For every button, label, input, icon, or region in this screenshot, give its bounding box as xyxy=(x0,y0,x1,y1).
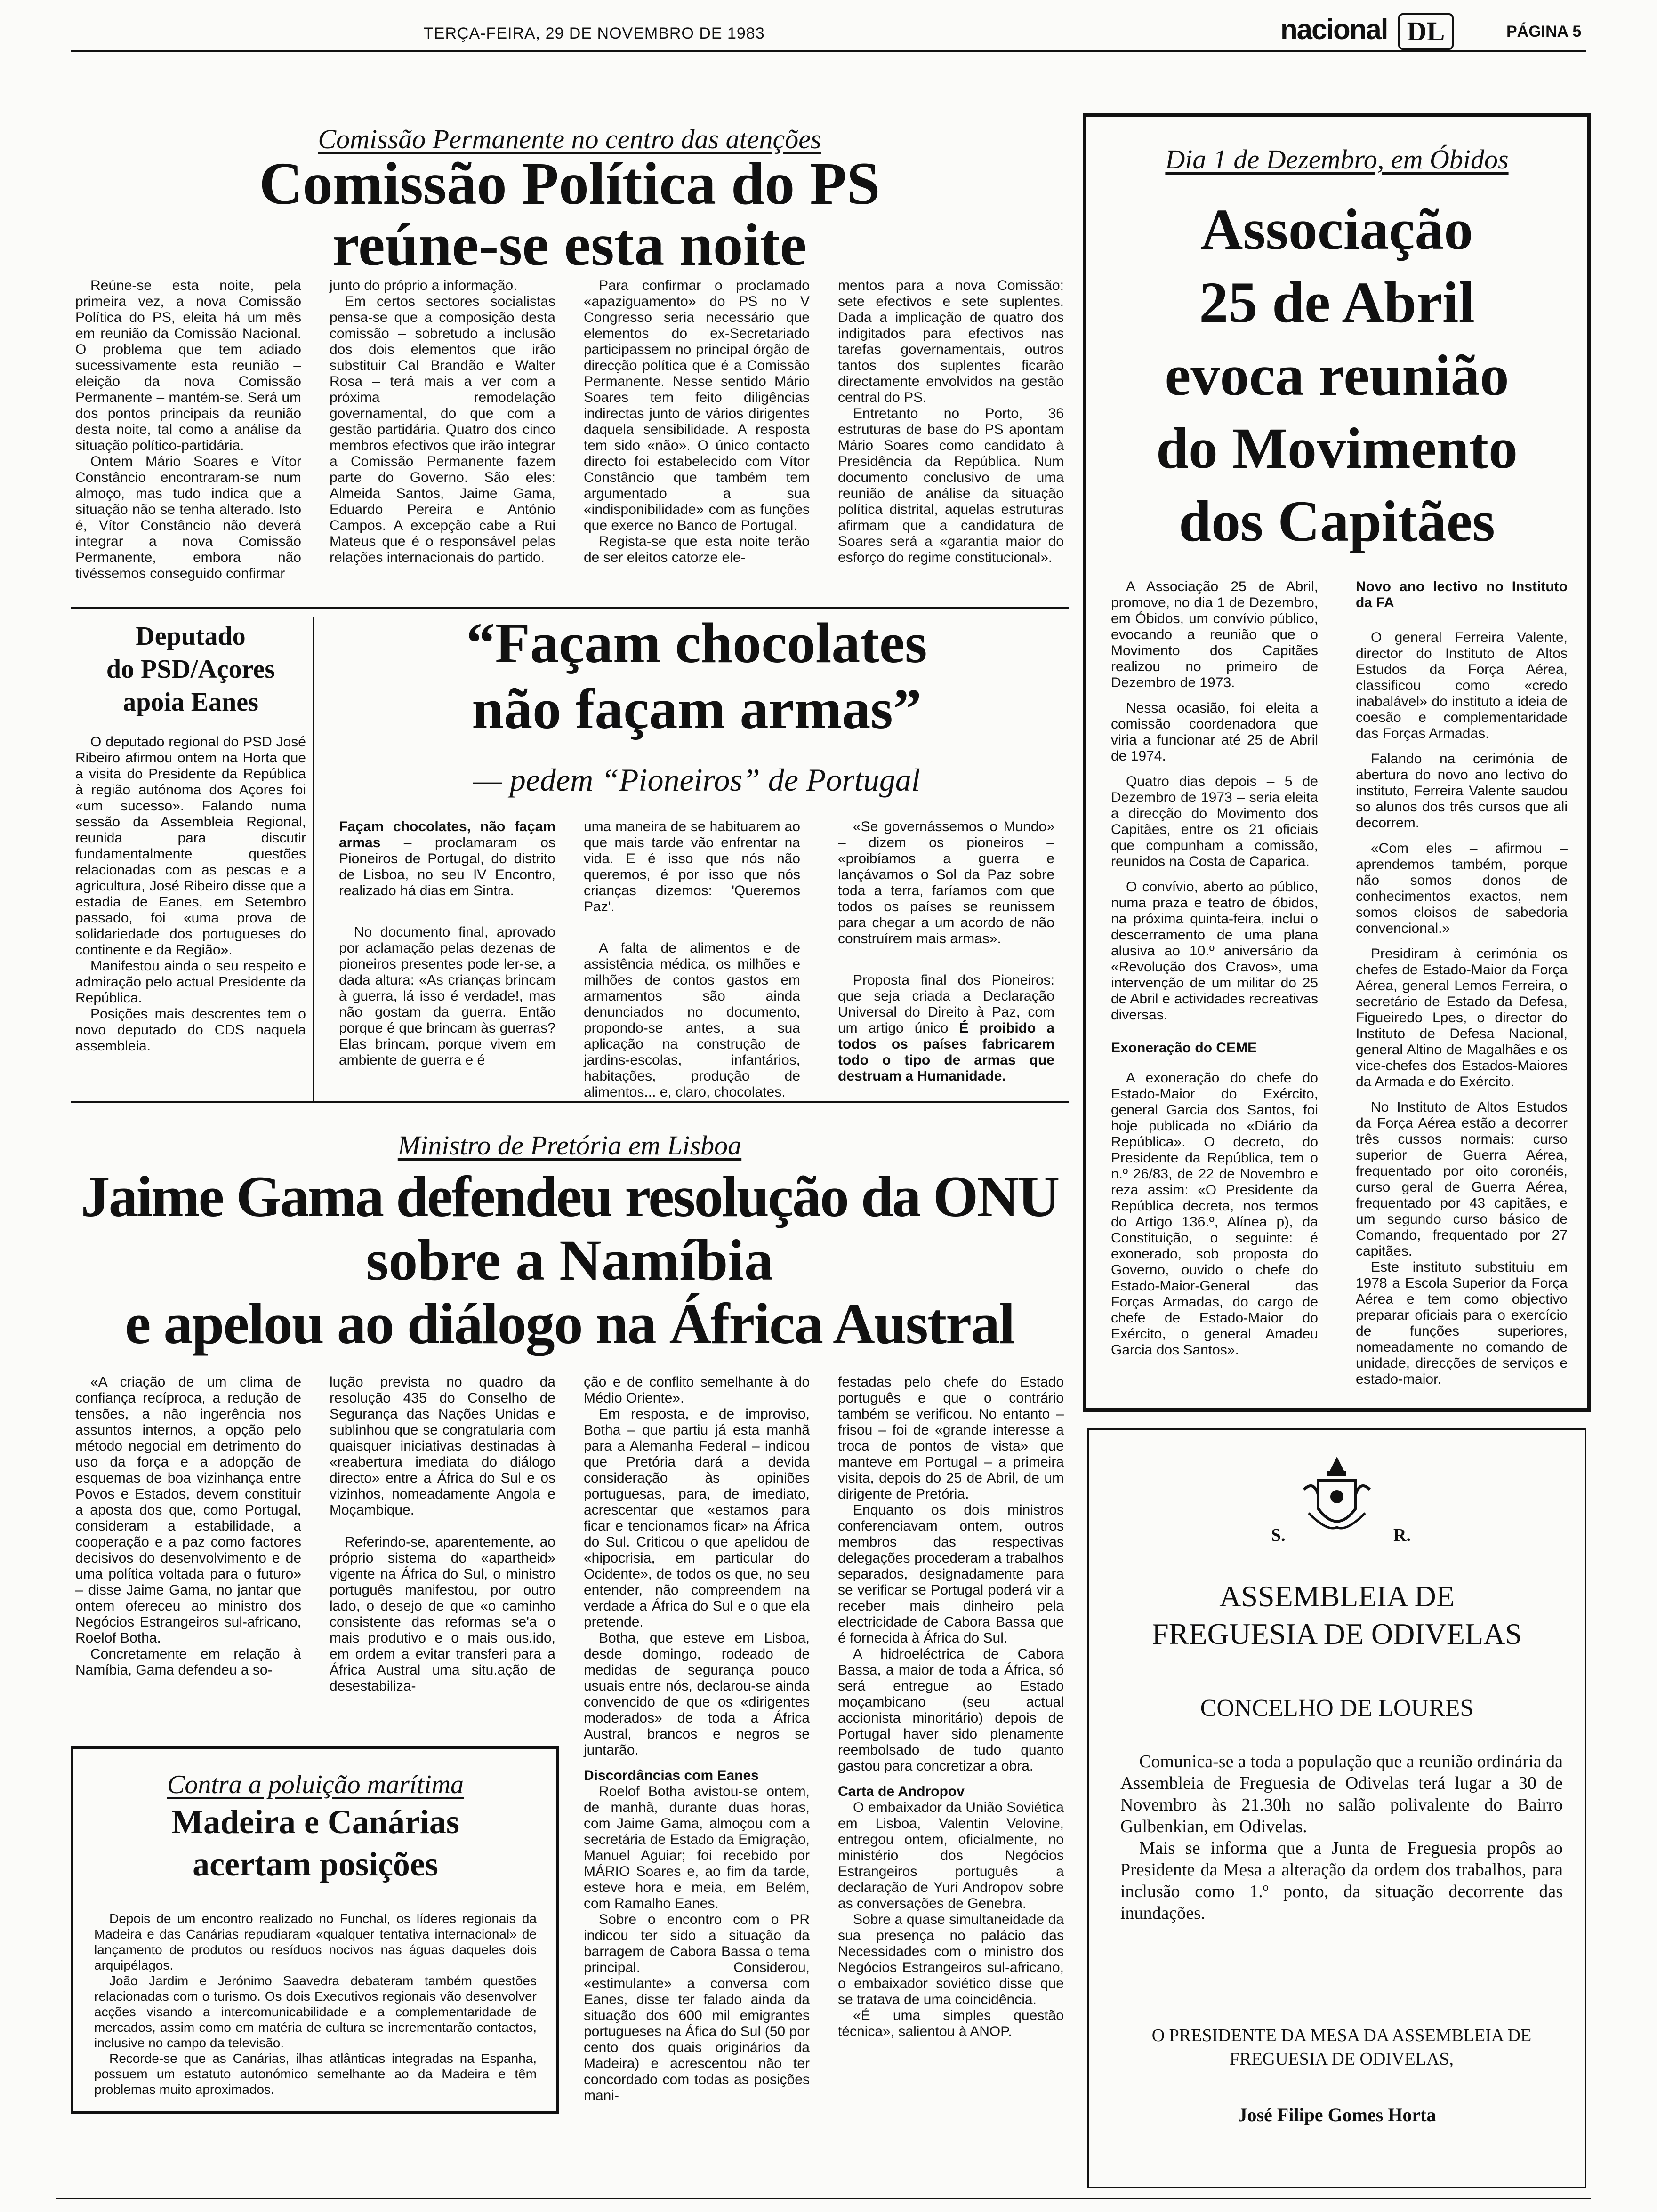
ps-headline-line1: Comissão Política do PS xyxy=(259,150,880,217)
ps-kicker: Comissão Permanente no centro das atenções xyxy=(318,124,821,154)
associacao-paragraph: «Com eles – afirmou – aprendemos também, porque não somos donos de conhecimentos exactos, nem somos cloisos de sabedoria convencional.» xyxy=(1356,841,1568,936)
gama-paragraph: festadas pelo chefe do Estado português e que o contrário também se verificou. No entanto – frisou – foi de «grande interesse a troca de pontos de vista» que manteve em Portugal – a primeira visita, depois do 25 de Abril, de um dirigente de Pretória. xyxy=(838,1374,1064,1502)
chocolates-column-1 xyxy=(339,819,555,1068)
chocolates-lead: Façam chocolates, não façam armas xyxy=(339,819,555,850)
gama-paragraph: lução prevista no quadro da resolução 435 do Conselho de Segurança das Nações Unidas e sublinhou que se congratularia com quaisquer iniciativas destinadas à «reabertura imediata do diálogo directo» entre a África do Sul e os vizinhos, nomeadamente Angola e Moçambique. xyxy=(330,1374,555,1518)
associacao-headline-line4: do Movimento xyxy=(1156,416,1518,481)
ps-column-1 xyxy=(75,278,301,582)
odivelas-body xyxy=(1120,1751,1563,1924)
coat-of-arms-icon xyxy=(1299,1452,1375,1541)
gama-paragraph: Em resposta, e de improviso, Botha – que partiu já esta manhã para a Alemanha Federal – indicou que Pretória dará a devida consideração às opiniões portuguesas, para, de imediato, acrescentar que «estamos para ficar e tencionamos ficar» na África do Sul. Criticou o que apelidou de «hipocrisia, em particular do Ocidente», de todos os que, no seu entender, não compreendem na verdade a África do Sul e o que ela pretende. xyxy=(584,1406,810,1630)
chocolates-subhead: — pedem “Pioneiros” de Portugal xyxy=(473,762,920,798)
chocolates-paragraph: No documento final, aprovado por aclamação pelas dezenas de pioneiros presentes pode ler-se, a dada altura: «As crianças brincam à guerra, lá isso é verdade!, mas não gostam da guerra. Então porque é que brincam às guerras? Elas brincam, porque vivem em ambiente de guerra e é xyxy=(339,924,555,1068)
ps-column-4 xyxy=(838,278,1064,566)
gama-subhead-andropov: Carta de Andropov xyxy=(838,1784,965,1799)
page-bottom-rule xyxy=(56,2198,1591,2199)
page-date: TERÇA-FEIRA, 29 DE NOVEMBRO DE 1983 xyxy=(424,24,765,42)
gama-paragraph: Concretamente em relação à Namíbia, Gama defendeu a so- xyxy=(75,1646,301,1678)
gama-headline-line2: sobre a Namíbia xyxy=(366,1228,773,1292)
associacao-paragraph: Quatro dias depois – 5 de Dezembro de 1973 – seria eleita a direcção do Movimento dos Capitães, entre os 21 oficiais que compunham a comissão, reunidos na Costa de Caparica. xyxy=(1111,774,1318,869)
chocolates-paragraph xyxy=(838,972,1054,1084)
associacao-paragraph: A Associação 25 de Abril, promove, no dia 1 de Dezembro, em Óbidos, um convívio público, evocando a reunião que o Movimento dos Capitães realizou no primeiro de Dezembro de 1973. xyxy=(1111,579,1318,690)
ps-paragraph: Para confirmar o proclamado «apaziguamento» do PS no V Congresso seria necessário que elementos do ex-Secretariado participassem no principal órgão de direcção política que é a Comissão Permanente. Nesse sentido Mário Soares tem feito diligências indirectas junto de vários dirigentes daquela sensibilidade. A resposta tem sido «não». O único contacto directo foi estabelecido com Vítor Constâncio que também tem argumentado a sua «indisponibilidade» com as funções que exerce no Banco de Portugal. xyxy=(584,278,810,533)
ps-headline-line2: reúne-se esta noite xyxy=(332,211,807,278)
associacao-paragraph: Presidiram à cerimónia os chefes de Estado-Maior da Força Aérea, general Lemos Ferreira, o secretário de Estado da Defesa, Figueiredo Lpes, o director do Instituto de Defesa Nacional, general Altino de Magalhães e os vice-chefes dos Estados-Maiores da Armada e do Exército. xyxy=(1356,946,1568,1090)
newspaper-logo: DL xyxy=(1398,13,1454,50)
odivelas-subtitle: CONCELHO DE LOURES xyxy=(1200,1695,1474,1722)
deputado-paragraph: Manifestou ainda o seu respeito e admiração pelo actual Presidente da República. xyxy=(75,958,306,1006)
deputado-body xyxy=(75,734,306,1054)
gama-paragraph: «A criação de um clima de confiança recíproca, a redução de tensões, a não ingerência nos assuntos internos, a opção pelo método negocial em detrimento do uso da força e a adopção de esquemas de boa vizinhança entre Povos e Estados, devem constituir a aposta dos que, como Portugal, consideram a estabilidade, a cooperação e a paz como factores decisivos do desenvolvimento e de uma política voltada para o futuro» – disse Jaime Gama, no jantar que ontem ofereceu ao ministro dos Negócios Estrangeiros sul-africano, Roelof Botha. xyxy=(75,1374,301,1646)
associacao-headline-line3: evoca reunião xyxy=(1165,343,1509,408)
deputado-headline-line2: do PSD/Açores xyxy=(106,655,275,684)
associacao-column-1 xyxy=(1111,579,1318,1358)
chocolates-paragraph: «Se governássemos o Mundo» – dizem os pioneiros – «proibíamos a guerra e lançávamos o Sol da Paz sobre toda a terra, faríamos com que todos os países se reunissem para chegar a um acordo de não construírem mais armas». xyxy=(838,819,1054,946)
ps-bottom-rule xyxy=(71,607,1069,609)
gama-paragraph: ção e de conflito semelhante à do Médio Oriente». xyxy=(584,1374,810,1406)
deputado-paragraph: O deputado regional do PSD José Ribeiro afirmou ontem na Horta que a visita do Presidente da República à região autónoma dos Açores foi «um sucesso». Falando numa sessão da Assembleia Regional, reunida para discutir fundamentalmente questões relacionadas com as pescas e a agricultura, José Ribeiro disse que a estadia de Eanes, em Setembro passado, foi «uma prova de solidariedade dos portugueses do continente e da Região». xyxy=(75,734,306,958)
gama-paragraph: Sobre a quase simultaneidade da sua presença no palácio das Necessidades com o ministro dos Negócios Estrangeiros sul-africano, o embaixador soviético disse que se tratava de uma coincidência. xyxy=(838,1912,1064,2007)
gama-headline-line3: e apelou ao diálogo na África Austral xyxy=(125,1291,1014,1356)
gama-paragraph: Enquanto os dois ministros conferenciavam ontem, outros membros das respectivas delegações procederam a trabalhos separados, designadamente para se verificar se Portugal poderá vir a receber mais dinheiro pela electricidade de Cabora Bassa que é fornecida à África do Sul. xyxy=(838,1502,1064,1646)
associacao-headline-line1: Associação xyxy=(1200,197,1473,262)
associacao-paragraph: O general Ferreira Valente, director do Instituto de Altos Estudos da Força Aérea, classificou como «credo inabalável» do instituto a ideia de coesão e complementaridade das Forças Armadas. xyxy=(1356,630,1568,741)
chocolates-proposal-bold: É proibido a todos os países fabricarem todo o tipo de armas que destruam a Humanidade. xyxy=(838,1020,1054,1084)
associacao-headline-line2: 25 de Abril xyxy=(1199,270,1475,335)
gama-column-3 xyxy=(584,1374,810,2104)
odivelas-paragraph: Comunica-se a toda a população que a reunião ordinária da Assembleia de Freguesia de Odivelas terá lugar a 30 de Novembro às 21.30h no salão polivalente do Bairro Gulbenkian, em Odivelas. xyxy=(1120,1752,1563,1836)
ps-paragraph: Regista-se que esta noite terão de ser eleitos catorze ele- xyxy=(584,534,810,565)
chocolates-paragraph: uma maneira de se habituarem ao que mais tarde vão enfrentar na vida. E é isso que nós não queremos, é por isso que nós crianças dizemos: 'Queremos Paz'. xyxy=(584,819,800,914)
seal-letter-right: R. xyxy=(1393,1525,1411,1545)
ps-paragraph: junto do próprio a informação. xyxy=(330,278,517,293)
ps-paragraph: mentos para a nova Comissão: sete efectivos e sete suplentes. Dada a implicação de quatro dos indigitados para efectivos nas tarefas governamentais, outros tantos dos suplentes ficarão directamente envolvidos na gestão central do PS. xyxy=(838,278,1064,405)
associacao-paragraph: No Instituto de Altos Estudos da Força Aérea estão a decorrer três cussos normais: curso superior de Guerra Aérea, frequentado por oito coronéis, curso geral de Guerra Aérea, frequentado por 43 capitães, e um segundo curso básico de Comando, frequentado por 27 capitães. xyxy=(1356,1099,1568,1259)
chocolates-paragraph: A falta de alimentos e de assistência médica, os milhões e milhões de contos gastos em armamentos são ainda denunciados no documento, propondo-se antes, a sua aplicação na construção de jardins-escolas, infantários, habitações, produção de alimentos... e, claro, chocolates. xyxy=(584,940,800,1100)
section-name: nacional xyxy=(1280,14,1388,45)
associacao-paragraph: A exoneração do chefe do Estado-Maior do Exército, general Garcia dos Santos, foi hoje publicada no «Diário da República». O decreto, do Presidente da República, tem o n.º 26/83, de 22 de Novembro e reza assim: «O Presidente da República decreta, nos termos do Artigo 136.º, Alínea p), da Constituição, o seguinte: é exonerado, sob proposta do Governo, ouvido o chefe do Estado-Maior-General das Forças Armadas, do cargo de chefe de Estado-Maior do Exército, o general Amadeu Garcia dos Santos». xyxy=(1111,1070,1318,1358)
chocolates-lead-rest: – proclamaram os Pioneiros de Portugal, do distrito de Lisboa, no seu IV Encontro, realizado há dias em Sintra. xyxy=(339,835,555,898)
ps-paragraph: Reúne-se esta noite, pela primeira vez, a nova Comissão Política do PS, eleita há um mês em reunião da Comissão Nacional. O problema que tem adiado sucessivamente esta reunião – eleição da nova Comissão Permanente – mantém-se. Será um dos pontos principais da reunião desta noite, tal como a análise da situação político-partidária. xyxy=(75,278,301,453)
madeira-headline-line1: Madeira e Canárias xyxy=(171,1803,459,1841)
ps-column-3 xyxy=(584,278,810,566)
associacao-subhead-lectivo: Novo ano lectivo no Instituto da FA xyxy=(1356,579,1568,610)
gama-column-4 xyxy=(838,1374,1064,2040)
odivelas-title-line2: FREGUESIA DE ODIVELAS xyxy=(1152,1617,1522,1651)
gama-paragraph: Roelof Botha avistou-se ontem, de manhã, durante duas horas, com Jaime Gama, almoçou com a secretária de Estado da Emigração, Manuel Aguiar; foi recebido por MÁRIO Soares e, ao fim da tarde, esteve hora e meia, em Belém, com Ramalho Eanes. xyxy=(584,1784,810,1911)
gama-kicker: Ministro de Pretória em Lisboa xyxy=(397,1130,742,1161)
associacao-paragraph: Nessa ocasião, foi eleita a comissão coordenadora que viria a funcionar até 25 de Abril de 1974. xyxy=(1111,700,1318,764)
gama-paragraph: Botha, que esteve em Lisboa, desde domingo, rodeado de medidas de segurança pouco usuais entre nós, declarou-se ainda convencido de que os «dirigentes moderados» de toda a África Austral, brancos e negros se juntarão. xyxy=(584,1630,810,1758)
gama-column-1 xyxy=(75,1374,301,1678)
associacao-kicker: Dia 1 de Dezembro, em Óbidos xyxy=(1165,144,1509,175)
associacao-paragraph: Falando na cerimónia de abertura do novo ano lectivo do instituto, Ferreira Valente saudou so alunos dos três cursos que ali decorrem. xyxy=(1356,751,1568,831)
gama-paragraph: A hidroeléctrica de Cabora Bassa, a maior de toda a África, só será entregue ao Estado moçambicano (seu actual accionista minoritário) depois de Portugal haver sido plenamente reembolsado de tudo quanto gastou para concretizar a obra. xyxy=(838,1646,1064,1774)
madeira-headline-line2: acertam posições xyxy=(193,1845,438,1883)
chocolates-headline-line2: não façam armas” xyxy=(472,677,922,741)
associacao-paragraph: O convívio, aberto ao público, numa praza e teatro de óbidos, na próxima quinta-feira, inclui o descerramento de uma plana alusiva ao 10.º aniversário da «Revolução dos Cravos», uma intervenção de um militar do 25 de Abril e actividades recreativas diversas. xyxy=(1111,879,1318,1023)
deputado-headline-line1: Deputado xyxy=(136,622,246,651)
chocolates-bottom-rule xyxy=(71,1101,1069,1103)
deputado-headline-line3: apoia Eanes xyxy=(123,688,258,717)
odivelas-paragraph: Mais se informa que a Junta de Freguesia propôs ao Presidente da Mesa a alteração da ordem dos trabalhos, para inclusão como 1.º ponto, da situação decorrente das inundações. xyxy=(1120,1838,1563,1923)
gama-headline-line1: Jaime Gama defendeu resolução da ONU xyxy=(80,1164,1059,1229)
odivelas-signature: José Filipe Gomes Horta xyxy=(1238,2104,1436,2125)
madeira-body xyxy=(94,1911,537,2097)
chocolates-headline-line1: “Façam chocolates xyxy=(466,611,927,675)
associacao-subhead-exoneracao: Exoneração do CEME xyxy=(1111,1040,1257,1056)
madeira-paragraph: Depois de um encontro realizado no Funchal, os líderes regionais da Madeira e das Canárias repudiaram «qualquer tentativa internacional» de lançamento de produtos ou resíduos nocivos nas águas daqueles dois arquipélagos. xyxy=(94,1911,537,1972)
gama-column-2 xyxy=(330,1374,555,1694)
header-rule xyxy=(71,50,1586,52)
odivelas-signatory: O PRESIDENTE DA MESA DA ASSEMBLEIA DE FREGUESIA DE ODIVELAS, xyxy=(1151,2026,1532,2069)
chocolates-column-3 xyxy=(838,819,1054,1084)
gama-paragraph: O embaixador da União Soviética em Lisboa, Valentin Velovine, entregou ontem, oficialmente, no ministério dos Negócios Estrangeiros português a declaração de Yuri Andropov sobre as conversações de Genebra. xyxy=(838,1800,1064,1911)
page-number: PÁGINA 5 xyxy=(1506,23,1582,40)
associacao-column-2 xyxy=(1356,579,1568,1387)
ps-column-2 xyxy=(330,278,555,566)
chocolates-column-2 xyxy=(584,819,800,1100)
odivelas-title-line1: ASSEMBLEIA DE xyxy=(1219,1579,1455,1613)
deputado-paragraph: Posições mais descrentes tem o novo deputado do CDS naquela assembleia. xyxy=(75,1006,306,1054)
ps-paragraph: Ontem Mário Soares e Vítor Constâncio encontraram-se num almoço, mas tudo indica que a situação não se tenha alterado. Isto é, Vítor Constâncio não deverá integrar a nova Comissão Permanente, embora não tivéssemos conseguido confirmar xyxy=(75,454,301,581)
associacao-paragraph: Este instituto substituiu em 1978 a Escola Superior da Força Aérea e tem como objectivo preparar oficiais para o exercício de funções superiores, nomeadamente no comando de unidade, direcções de serviços e estado-maior. xyxy=(1356,1259,1568,1387)
deputado-divider xyxy=(313,617,314,1101)
associacao-headline-line5: dos Capitães xyxy=(1179,489,1495,553)
madeira-kicker: Contra a poluição marítima xyxy=(167,1770,464,1799)
gama-paragraph: Referindo-se, aparentemente, ao próprio sistema do «apartheid» vigente na África do Sul, o ministro português manifestou, por outro lado, o desejo de que «o caminho consistente das reformas se'a o mais produtivo e o mais ous.ido, em ordem a evitar transferi para a África Austral uma situ.ação de desestabiliza- xyxy=(330,1534,555,1694)
ps-paragraph: Em certos sectores socialistas pensa-se que a composição desta comissão – sobretudo a inclusão dos dois elementos que irão substituir Cal Brandão e Walter Rosa – terá mais a ver com a próxima remodelação governamental, do que com a gestão partidária. Quatro dos cinco membros efectivos que irão integrar a Comissão Permanente fazem parte do Governo. São eles: Almeida Santos, Jaime Gama, Eduardo Pereira e António Campos. A excepção cabe a Rui Mateus que é o responsável pelas relações internacionais do partido. xyxy=(330,294,555,565)
seal-letter-left: S. xyxy=(1271,1525,1286,1545)
chocolates-proposal: Proposta final dos Pioneiros: que seja criada a Declaração Universal do Direito à Paz, com um artigo único xyxy=(838,972,1054,1036)
chocolates-paragraph xyxy=(339,819,555,899)
madeira-paragraph: Recorde-se que as Canárias, ilhas atlânticas integradas na Espanha, possuem um estatuto autonómico semelhante ao da Madeira e têm problemas muito aproximados. xyxy=(94,2051,537,2097)
gama-paragraph: «É uma simples questão técnica», salientou à ANOP. xyxy=(838,2008,1064,2039)
gama-paragraph: Sobre o encontro com o PR indicou ter sido a situação da barragem de Cabora Bassa o tema principal. Considerou, «estimulante» a conversa com Eanes, disse ter falado ainda da situação dos 600 mil emigrantes portugueses na Áfica do Sul (50 por cento dos quais originários da Madeira) e acrescentou não ter concordado com todas as posições mani- xyxy=(584,1912,810,2103)
gama-subhead-eanes: Discordâncias com Eanes xyxy=(584,1768,759,1783)
ps-paragraph: Entretanto no Porto, 36 estruturas de base do PS apontam Mário Soares como candidato à Presidência da República. Num documento conclusivo de uma reunião de análise da situação política distrital, aquelas estruturas afirmam que a candidatura de Soares será a «garantia maior do esforço do regime constitucional». xyxy=(838,406,1064,565)
madeira-paragraph: João Jardim e Jerónimo Saavedra debateram também questões relacionadas com o turismo. Os dois Executivos regionais vão desenvolver acções visando a intercomunicabilidade e a complementaridade de mercados, assim como em matéria de cultura se incrementarão contactos, inclusive no campo da televisão. xyxy=(94,1973,537,2050)
